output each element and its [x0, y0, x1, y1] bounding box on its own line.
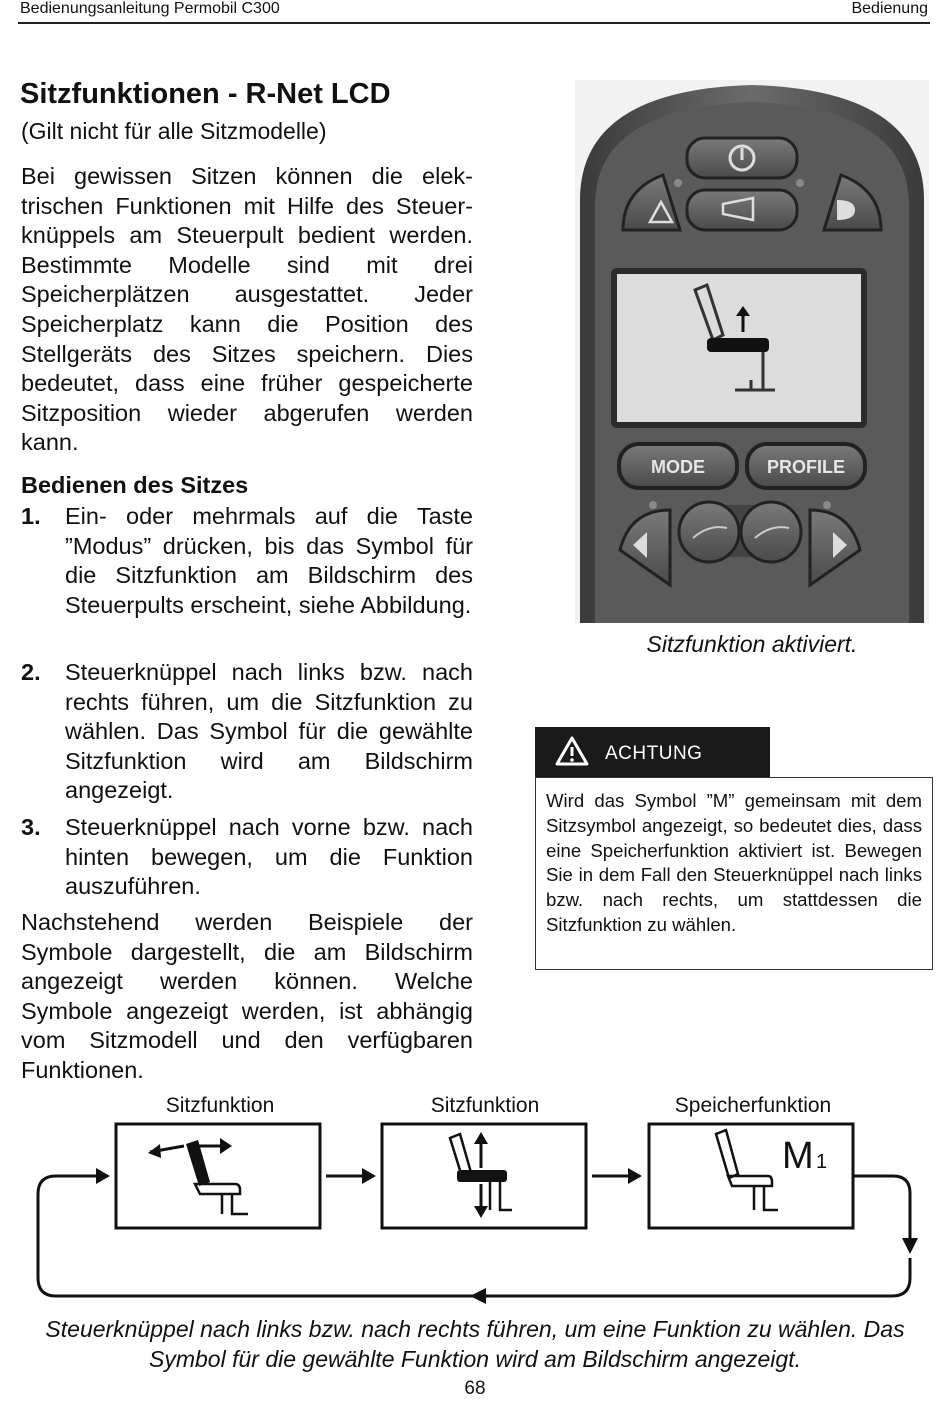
step-text: Steuerknüppel nach links bzw. nach rechts führen, um die Sitzfunktion zu wählen. Das Symbol für die gewählte Sitzfunktion wird am Bildschirm angezeigt.	[65, 659, 473, 804]
profile-button	[747, 444, 865, 488]
step-item	[21, 813, 473, 902]
diagram-caption: Steuerknüppel nach links bzw. nach rechts führen, um eine Funktion zu wählen. Das Symbol für die gewählte Funktion wird am Bildschirm angezeigt.	[45, 1316, 905, 1372]
control-panel-illustration	[575, 80, 929, 623]
intro-paragraph: Bei gewissen Sitzen können die elektrischen Funktionen mit Hilfe des Steuer-knüppels am Steuerpult bedient werden. Bestimmte Modelle sind mit drei Speicherplätzen ausgestattet. Jeder Speicherplatz kann die Position des Stellgeräts des Sitzes speichern. Dies bedeutet, dass eine früher gespeicherte Sitzposition wieder abgerufen werden kann.	[21, 163, 473, 456]
warning-text: Wird das Symbol ”M” gemeinsam mit dem Sitzsymbol angezeigt, so bedeutet dies, dass eine Speicherfunktion aktiviert ist. Bewegen Sie in dem Fall den Steuerknüppel nach links bzw. nach rechts, um stattdessen die Sitzfunktion zu wählen.	[546, 790, 922, 935]
header-rule	[18, 22, 930, 24]
memory-letter: M	[782, 1135, 814, 1177]
memory-index: 1	[816, 1151, 828, 1173]
diagram-label-seat-2: Sitzfunktion	[430, 1094, 540, 1117]
page-number: 68	[464, 1378, 486, 1399]
mode-label: MODE	[651, 457, 705, 477]
outro-paragraph: Nachstehend werden Beispiele der Symbole dargestellt, die am Bildschirm angezeigt werden können. Welche Symbole angezeigt werden, ist abhängig vom Sitzmodell und den verfügbaren Funktionen.	[21, 909, 473, 1083]
diagram-label-memory: Speicherfunktion	[674, 1094, 832, 1117]
operation-heading: Bedienen des Sitzes	[21, 472, 249, 498]
step-item	[21, 658, 473, 806]
warning-triangle-icon	[555, 736, 589, 766]
page-title: Sitzfunktionen - R-Net LCD	[20, 78, 391, 110]
step-text: Ein- oder mehrmals auf die Taste ”Modus” drücken, bis das Symbol für die Sitzfunktion am Bildschirm des Steuerpults erscheint, siehe Abbildung.	[65, 503, 473, 618]
diagram-label-seat-1: Sitzfunktion	[165, 1094, 275, 1117]
page-subtitle: (Gilt nicht für alle Sitzmodelle)	[21, 118, 327, 144]
warning-header	[535, 727, 770, 777]
step-number: 3.	[21, 814, 41, 840]
step-item	[21, 502, 473, 620]
device-caption: Sitzfunktion aktiviert.	[646, 631, 858, 657]
step-number: 2.	[21, 659, 41, 685]
power-icon	[687, 138, 797, 178]
horn-icon	[687, 190, 797, 230]
step-text: Steuerknüppel nach vorne bzw. nach hinten bewegen, um die Funktion auszuführen.	[65, 814, 473, 900]
step-number: 1.	[21, 503, 41, 529]
mode-button	[619, 444, 737, 488]
warning-box	[535, 777, 933, 970]
function-cycle-diagram	[0, 1118, 950, 1318]
header-section: Bedienung	[851, 0, 928, 17]
warning-title: ACHTUNG	[605, 743, 703, 764]
profile-label: PROFILE	[766, 457, 846, 477]
header-manual-title: Bedienungsanleitung Permobil C300	[20, 0, 280, 17]
seat-function-box-1	[116, 1124, 320, 1228]
